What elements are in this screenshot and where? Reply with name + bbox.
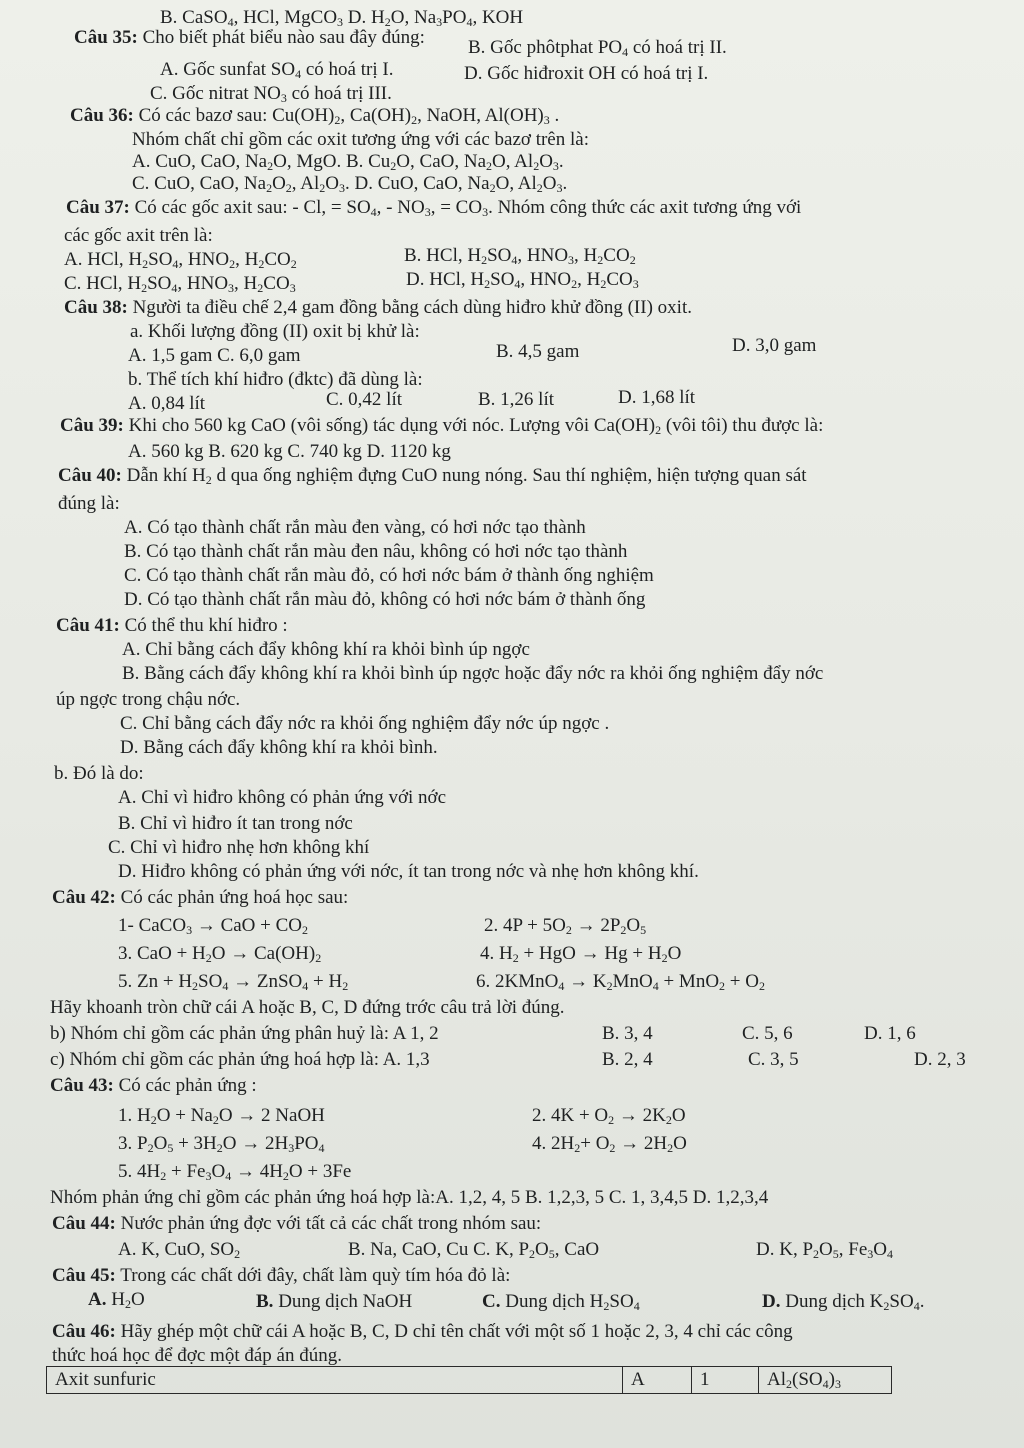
text-line: C. CuO, CaO, $Na_2O_2$, $Al_2O_3$. D. CuO, CaO, $Na_2O$, $Al_2O_3$.	[132, 173, 568, 195]
text-line: C. Chỉ bằng cách đẩy nớc ra khỏi ống nghiệm đẩy nớc úp ngợc .	[120, 713, 610, 734]
text-line: B. Có tạo thành chất rắn màu đen nâu, không có hơi nớc tạo thành	[124, 541, 628, 562]
text-line: B. CaSO$_4$, HCl, MgCO$_3$ D. $H_2O$, $Na_3PO_4$, KOH	[160, 7, 524, 29]
text-line: Câu 44: Nước phản ứng đợc với tất cả các chất trong nhóm sau:	[52, 1213, 542, 1234]
text-line: B. 4,5 gam	[496, 341, 580, 362]
text-line: b. Đó là do:	[54, 763, 144, 784]
text-line: D. 1, 6	[864, 1023, 916, 1044]
text-line: b) Nhóm chỉ gồm các phản ứng phân huỷ là: A 1, 2	[50, 1023, 439, 1044]
text-line: Câu 36: Có các bazơ sau: $Cu(OH)_2$, $Ca(OH)_2$, NaOH, $Al(OH)_3$ .	[70, 105, 560, 127]
table-cell-formula: $Al_2(SO_4)_3$	[758, 1367, 891, 1393]
text-line: Câu 42: Có các phản ứng hoá học sau:	[52, 887, 349, 908]
text-line: 4. $2H_2+ O_2 \to 2H_2O$	[532, 1133, 687, 1155]
text-line: A. K, CuO, $SO_2$	[118, 1239, 241, 1261]
text-line: D. 3,0 gam	[732, 335, 817, 356]
text-line: 5. $Zn + H_2SO_4$ → ZnSO$_4$ + $H_2$	[118, 971, 349, 993]
text-line: D. 1,68 lít	[618, 387, 696, 408]
text-line: A. CuO, CaO, $Na_2O$, MgO. B. $Cu_2O$, CaO, $Na_2O$, $Al_2O_3$.	[132, 151, 564, 173]
text-line: B. 2, 4	[602, 1049, 653, 1070]
text-line: thức hoá học để đợc một đáp án đúng.	[52, 1345, 342, 1366]
text-line: A. $H_2O$	[88, 1289, 145, 1311]
text-line: D. HCl, $H_2SO_4$, $HNO_2$, $H_2CO_3$	[406, 269, 639, 291]
text-line: C. Dung dịch $H_2SO_4$	[482, 1291, 640, 1313]
text-line: Câu 46: Hãy ghép một chữ cái A hoặc B, C, D chỉ tên chất với một số 1 hoặc 2, 3, 4 chỉ các công	[52, 1321, 793, 1342]
text-line: c) Nhóm chỉ gồm các phản ứng hoá hợp là: A. 1,3	[50, 1049, 430, 1070]
text-line: B. 3, 4	[602, 1023, 653, 1044]
text-line: C. 3, 5	[748, 1049, 799, 1070]
text-line: C. HCl, $H_2SO_4$, $HNO_3$, $H_2CO_3$	[64, 273, 296, 295]
table-cell-number: 1	[691, 1367, 758, 1393]
text-line: Nhóm chất chỉ gồm các oxit tương ứng với các bazơ trên là:	[132, 129, 589, 150]
text-line: B. HCl, $H_2SO_4$, $HNO_3$, $H_2CO_2$	[404, 245, 636, 267]
text-line: D. Dung dịch $K_2SO_4$.	[762, 1291, 925, 1313]
table-cell-letter: A	[622, 1367, 691, 1393]
text-line: A. Chỉ bằng cách đẩy không khí ra khỏi bình úp ngợc	[122, 639, 530, 660]
text-line: B. Gốc phôtphat $PO_4$ có hoá trị II.	[468, 37, 727, 59]
text-line: úp ngợc trong chậu nớc.	[56, 689, 241, 710]
text-line: Câu 43: Có các phản ứng :	[50, 1075, 257, 1096]
text-line: C. 0,42 lít	[326, 389, 403, 410]
text-line: D. K, $P_2O_5$, $Fe_3O_4$	[756, 1239, 893, 1261]
text-line: B. Dung dịch NaOH	[256, 1291, 413, 1312]
text-line: Câu 35: Cho biết phát biểu nào sau đây đúng:	[74, 27, 425, 48]
text-line: A. Gốc sunfat $SO_4$ có hoá trị I.	[160, 59, 394, 81]
text-line: D. Có tạo thành chất rắn màu đỏ, không có hơi nớc bám ở thành ống	[124, 589, 646, 610]
text-line: 1. $H_2O + Na_2O \to 2$ NaOH	[118, 1105, 325, 1127]
text-line: B. Bằng cách đẩy không khí ra khỏi bình úp ngợc hoặc đẩy nớc ra khỏi ống nghiệm đẩy nớc	[122, 663, 824, 684]
text-line: D. 2, 3	[914, 1049, 966, 1070]
text-line: C. 5, 6	[742, 1023, 793, 1044]
text-line: 6. 2KMnO$_4$ → $K_2MnO_4 + MnO_2 + O_2$	[476, 971, 765, 993]
text-line: D. Bằng cách đẩy không khí ra khỏi bình.	[120, 737, 438, 758]
text-line: A. 0,84 lít	[128, 393, 206, 414]
text-line: C. Có tạo thành chất rắn màu đỏ, có hơi nớc bám ở thành ống nghiệm	[124, 565, 654, 586]
text-line: 2. $4K + O_2 \to 2K_2O$	[532, 1105, 686, 1127]
text-line: Câu 41: Có thể thu khí hiđro :	[56, 615, 288, 636]
text-line: 3. $P_2O_5 + 3H_2O \to 2H_3PO_4$	[118, 1133, 325, 1155]
text-line: A. Có tạo thành chất rắn màu đen vàng, có hơi nớc tạo thành	[124, 517, 586, 538]
text-line: Câu 40: Dẫn khí $H_2$ d qua ống nghiệm đựng CuO nung nóng. Sau thí nghiệm, hiện tượng quan sát	[58, 465, 807, 487]
text-line: 2. $4P + 5O_2 \to 2P_2O_5$	[484, 915, 647, 937]
text-line: 1- CaCO$_3$ → CaO + $CO_2$	[118, 915, 309, 937]
text-line: D. Gốc hiđroxit OH có hoá trị I.	[464, 63, 709, 84]
text-line: B. Chỉ vì hiđro ít tan trong nớc	[118, 813, 353, 834]
text-line: 3. CaO + $H_2O \to Ca(OH)_2$	[118, 943, 322, 965]
text-line: a. Khối lượng đồng (II) oxit bị khử là:	[130, 321, 420, 342]
text-line: Câu 37: Có các gốc axit sau: - Cl, = $SO_4$, - $NO_3$, = $CO_3$. Nhóm công thức các axit tương ứng với	[66, 197, 802, 219]
text-line: A. 560 kg B. 620 kg C. 740 kg D. 1120 kg	[128, 441, 451, 462]
text-line: A. Chỉ vì hiđro không có phản ứng với nớc	[118, 787, 447, 808]
text-line: B. Na, CaO, Cu C. K, $P_2O_5$, CaO	[348, 1239, 600, 1261]
text-line: Nhóm phản ứng chỉ gồm các phản ứng hoá hợp là:A. 1,2, 4, 5 B. 1,2,3, 5 C. 1, 3,4,5 D. 1,2,3,4	[50, 1187, 769, 1208]
text-line: C. Gốc nitrat $NO_3$ có hoá trị III.	[150, 83, 392, 105]
text-line: b. Thể tích khí hiđro (đktc) đã dùng là:	[128, 369, 423, 390]
text-line: B. 1,26 lít	[478, 389, 555, 410]
table-cell-substance: Axit sunfuric	[55, 1369, 156, 1390]
text-line: Câu 39: Khi cho 560 kg CaO (vôi sống) tác dụng với nóc. Lượng vôi $Ca(OH)_2$ (vôi tôi) thu được là:	[60, 415, 824, 437]
text-line: A. 1,5 gam C. 6,0 gam	[128, 345, 301, 366]
text-line: Câu 38: Người ta điều chế 2,4 gam đồng bằng cách dùng hiđro khử đồng (II) oxit.	[64, 297, 692, 318]
text-line: C. Chỉ vì hiđro nhẹ hơn không khí	[108, 837, 370, 858]
text-line: đúng là:	[58, 493, 120, 514]
text-line: A. HCl, $H_2SO_4$, $HNO_2$, $H_2CO_2$	[64, 249, 297, 271]
text-line: các gốc axit trên là:	[64, 225, 213, 246]
text-line: D. Hiđro không có phản ứng với nớc, ít tan trong nớc và nhẹ hơn không khí.	[118, 861, 699, 882]
text-line: 4. $H_2$ + HgO → $Hg + H_2O$	[480, 943, 682, 965]
text-line: Hãy khoanh tròn chữ cái A hoặc B, C, D đứng trớc câu trả lời đúng.	[50, 997, 565, 1018]
text-line: Câu 45: Trong các chất dới đây, chất làm quỳ tím hóa đỏ là:	[52, 1265, 511, 1286]
matching-table	[46, 1366, 892, 1394]
text-line: 5. $4H_2 + Fe_3O_4 \to 4H_2O + 3Fe$	[118, 1161, 352, 1183]
